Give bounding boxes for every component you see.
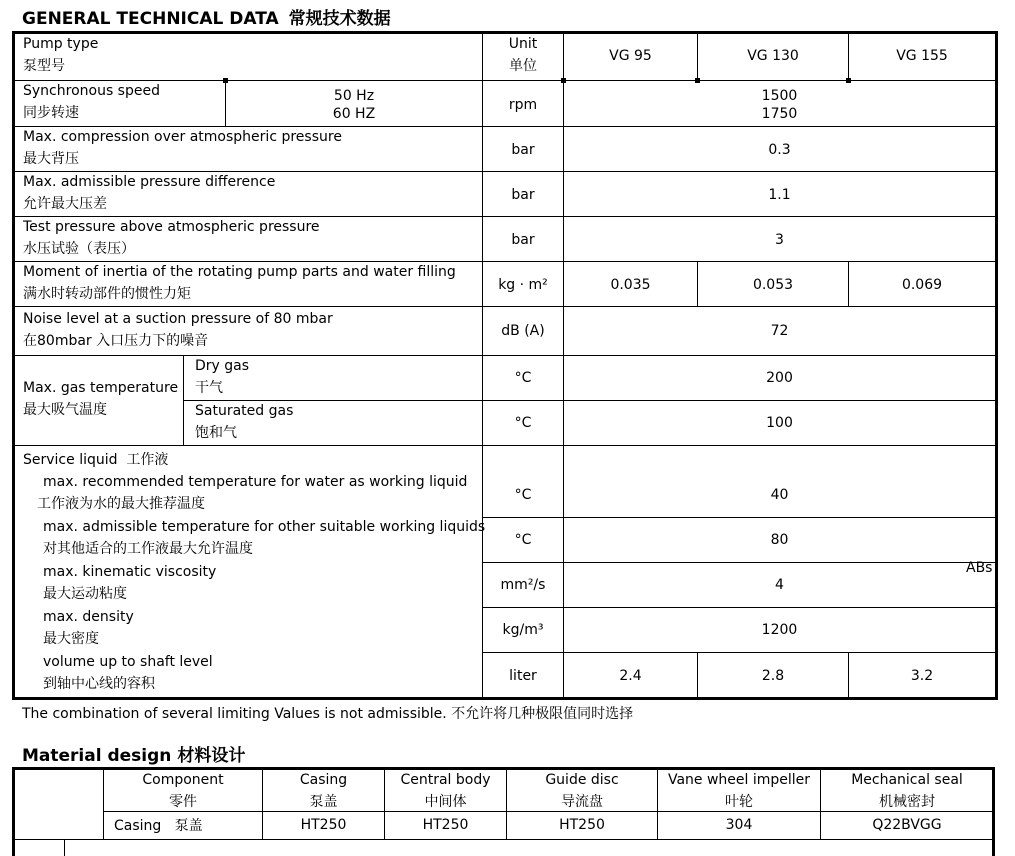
volume-label-cn: 到轴中心线的容积 [43,676,155,692]
corner-mark [223,78,228,83]
service-liquid-label [23,449,168,471]
density-label-en: max. density [43,609,134,625]
divider [482,517,995,518]
rec-temp-unit: °C [514,487,532,503]
viscosity-value: 4 [775,577,784,593]
material-header-cn: 中间体 [424,794,467,810]
dry-gas-label-cn: 干气 [195,380,223,396]
compression-label-cn: 最大背压 [23,151,79,167]
model-header: VG 95 [609,48,652,64]
speed-frequency: 60 HZ [332,106,376,122]
noise-label-en: Noise level at a suction pressure of 80 mbar [23,311,333,327]
divider [64,839,65,856]
material-title-cn: 材料设计 [177,746,246,766]
noise-label-cn: 在80mbar 入口压力下的噪音 [23,333,209,349]
corner-mark [561,78,566,83]
divider [482,652,995,653]
material-value: Q22BVGG [872,817,942,833]
speed-value: 1750 [761,106,798,122]
material-header-en: Casing [299,772,348,788]
material-value: HT250 [559,817,605,833]
divider [183,355,184,445]
compression-label-en: Max. compression over atmospheric pressure [23,129,342,145]
material-value: HT250 [422,817,469,833]
divider [15,839,992,840]
viscosity-unit: mm²/s [500,577,546,593]
speed-frequency: 50 Hz [333,88,375,104]
service-liquid-label-en: Service liquid [23,452,118,468]
viscosity-label-en: max. kinematic viscosity [43,564,217,580]
inertia-value: 0.035 [610,277,651,293]
volume-label-en: volume up to shaft level [43,654,213,670]
material-row-label-en: Casing [114,818,162,834]
pressure-diff-value: 1.1 [768,187,791,203]
gas-temp-label-en: Max. gas temperature [23,380,179,396]
volume-value: 2.4 [619,668,642,684]
divider [183,400,995,401]
noise-value: 72 [770,323,789,339]
stray-text: ABs [966,560,993,576]
divider [15,445,995,446]
section-title-en: GENERAL TECHNICAL DATA [22,9,279,29]
limit-note: The combination of several limiting Values is not admissible. 不允许将几种极限值同时选择 [22,706,634,722]
material-header-en: Component [142,772,224,788]
material-row-label-cn: 泵盖 [174,818,203,834]
pump-type-label-cn: 泵型号 [23,58,65,74]
corner-mark [846,78,851,83]
compression-unit: bar [511,142,535,158]
divider [15,306,995,307]
divider [15,355,995,356]
section-title-cn: 常规技术数据 [288,9,391,29]
material-header-en: Mechanical seal [851,772,963,788]
volume-value: 3.2 [910,668,934,684]
material-value: HT250 [300,817,347,833]
dry-gas-label-en: Dry gas [195,358,250,374]
compression-value: 0.3 [768,142,791,158]
pressure-diff-label-cn: 允许最大压差 [23,196,107,212]
saturated-gas-label-en: Saturated gas [195,403,294,419]
service-liquid-label-cn: 工作液 [126,452,169,468]
inertia-value: 0.069 [901,277,943,293]
noise-unit: dB (A) [501,323,545,339]
material-section-title [22,741,245,766]
corner-mark [695,78,700,83]
density-value: 1200 [761,622,798,638]
adm-temp-unit: °C [514,532,532,548]
test-pressure-value: 3 [775,232,784,248]
material-header-cn: 泵盖 [309,794,338,810]
unit-header-en: Unit [508,36,538,52]
volume-value: 2.8 [761,668,785,684]
speed-unit: rpm [508,97,538,113]
material-header-en: Guide disc [545,772,619,788]
rec-temp-label-cn: 工作液为水的最大推荐温度 [37,496,205,512]
material-header-en: Central body [400,772,491,788]
material-header-cn: 叶轮 [725,794,753,810]
material-row-label [114,815,203,837]
viscosity-label-cn: 最大运动粘度 [43,586,127,602]
dry-gas-unit: °C [514,370,532,386]
material-value: 304 [725,817,753,833]
speed-label-cn: 同步转速 [23,105,79,121]
rec-temp-value: 40 [770,487,789,503]
material-header-en: Vane wheel impeller [667,772,811,788]
speed-label-en: Synchronous speed [23,83,160,99]
divider [482,562,995,563]
speed-value: 1500 [761,88,798,104]
pressure-diff-unit: bar [511,187,535,203]
adm-temp-label-cn: 对其他适合的工作液最大允许温度 [43,541,253,557]
inertia-label-cn: 满水时转动部件的惯性力矩 [23,286,191,302]
pump-type-label-en: Pump type [23,36,99,52]
dry-gas-value: 200 [766,370,793,386]
material-header-cn: 零件 [169,794,197,810]
density-unit: kg/m³ [502,622,544,638]
test-pressure-label-en: Test pressure above atmospheric pressure [23,219,320,235]
unit-header-cn: 单位 [509,58,537,74]
model-header: VG 155 [896,48,948,64]
model-header: VG 130 [747,48,799,64]
saturated-gas-value: 100 [766,415,793,431]
material-title-en: Material design [22,746,172,766]
test-pressure-unit: bar [511,232,535,248]
adm-temp-label-en: max. admissible temperature for other suitable working liquids [43,519,486,535]
gas-temp-label-cn: 最大吸气温度 [23,402,107,418]
divider [482,34,483,697]
test-pressure-label-cn: 水压试验（表压） [23,241,135,257]
density-label-cn: 最大密度 [43,631,99,647]
section-title [22,4,391,29]
saturated-gas-label-cn: 饱和气 [195,425,237,441]
divider [482,607,995,608]
saturated-gas-unit: °C [514,415,532,431]
pressure-diff-label-en: Max. admissible pressure difference [23,174,276,190]
inertia-unit: kg · m² [498,277,548,293]
inertia-value: 0.053 [752,277,794,293]
inertia-label-en: Moment of inertia of the rotating pump parts and water filling [23,264,456,280]
material-header-cn: 导流盘 [561,794,603,810]
rec-temp-label-en: max. recommended temperature for water as working liquid [43,474,468,490]
adm-temp-value: 80 [770,532,789,548]
volume-unit: liter [509,668,537,684]
material-header-cn: 机械密封 [879,794,935,810]
